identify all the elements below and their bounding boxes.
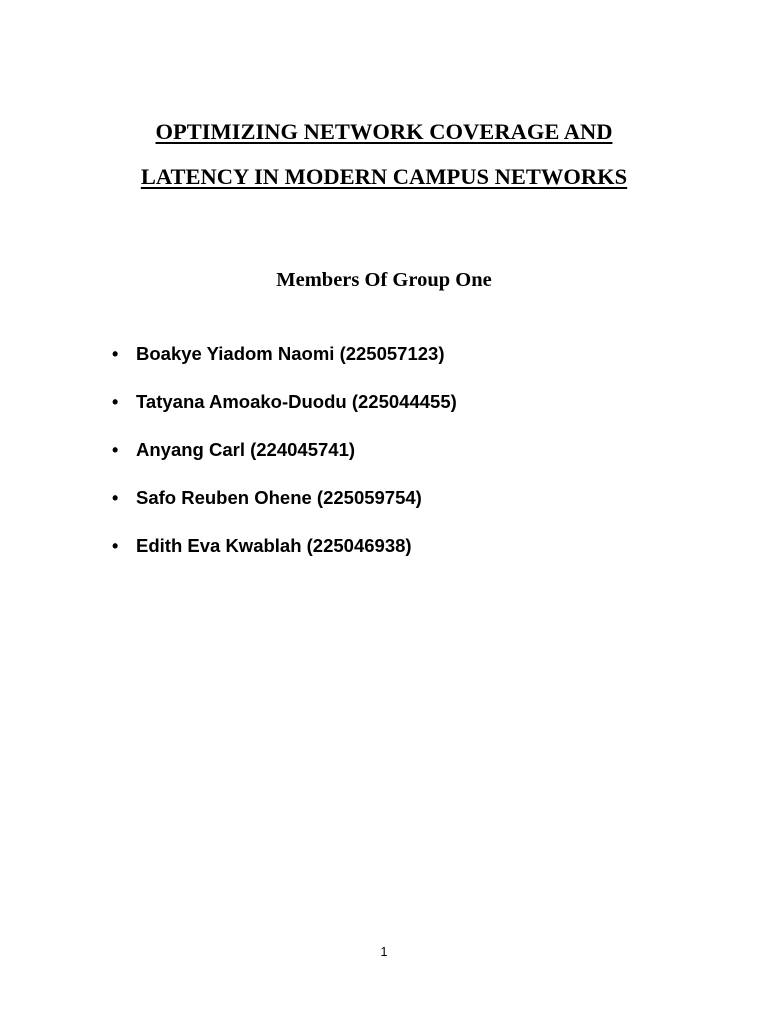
members-heading: Members Of Group One (276, 269, 492, 291)
member-name: Boakye Yiadom Naomi (225057123) (136, 343, 445, 364)
bullet-icon: • (112, 344, 119, 364)
page-number: 1 (380, 945, 388, 959)
bullet-icon: • (112, 488, 119, 508)
member-name: Edith Eva Kwablah (225046938) (136, 535, 412, 556)
document-title-line-1: OPTIMIZING NETWORK COVERAGE AND (155, 119, 613, 144)
bullet-icon: • (112, 440, 119, 460)
document-title-line-2: LATENCY IN MODERN CAMPUS NETWORKS (140, 164, 628, 189)
member-name: Safo Reuben Ohene (225059754) (136, 487, 422, 508)
member-name: Tatyana Amoako-Duodu (225044455) (136, 391, 457, 412)
member-name: Anyang Carl (224045741) (136, 439, 356, 460)
bullet-icon: • (112, 392, 119, 412)
bullet-icon: • (112, 536, 119, 556)
